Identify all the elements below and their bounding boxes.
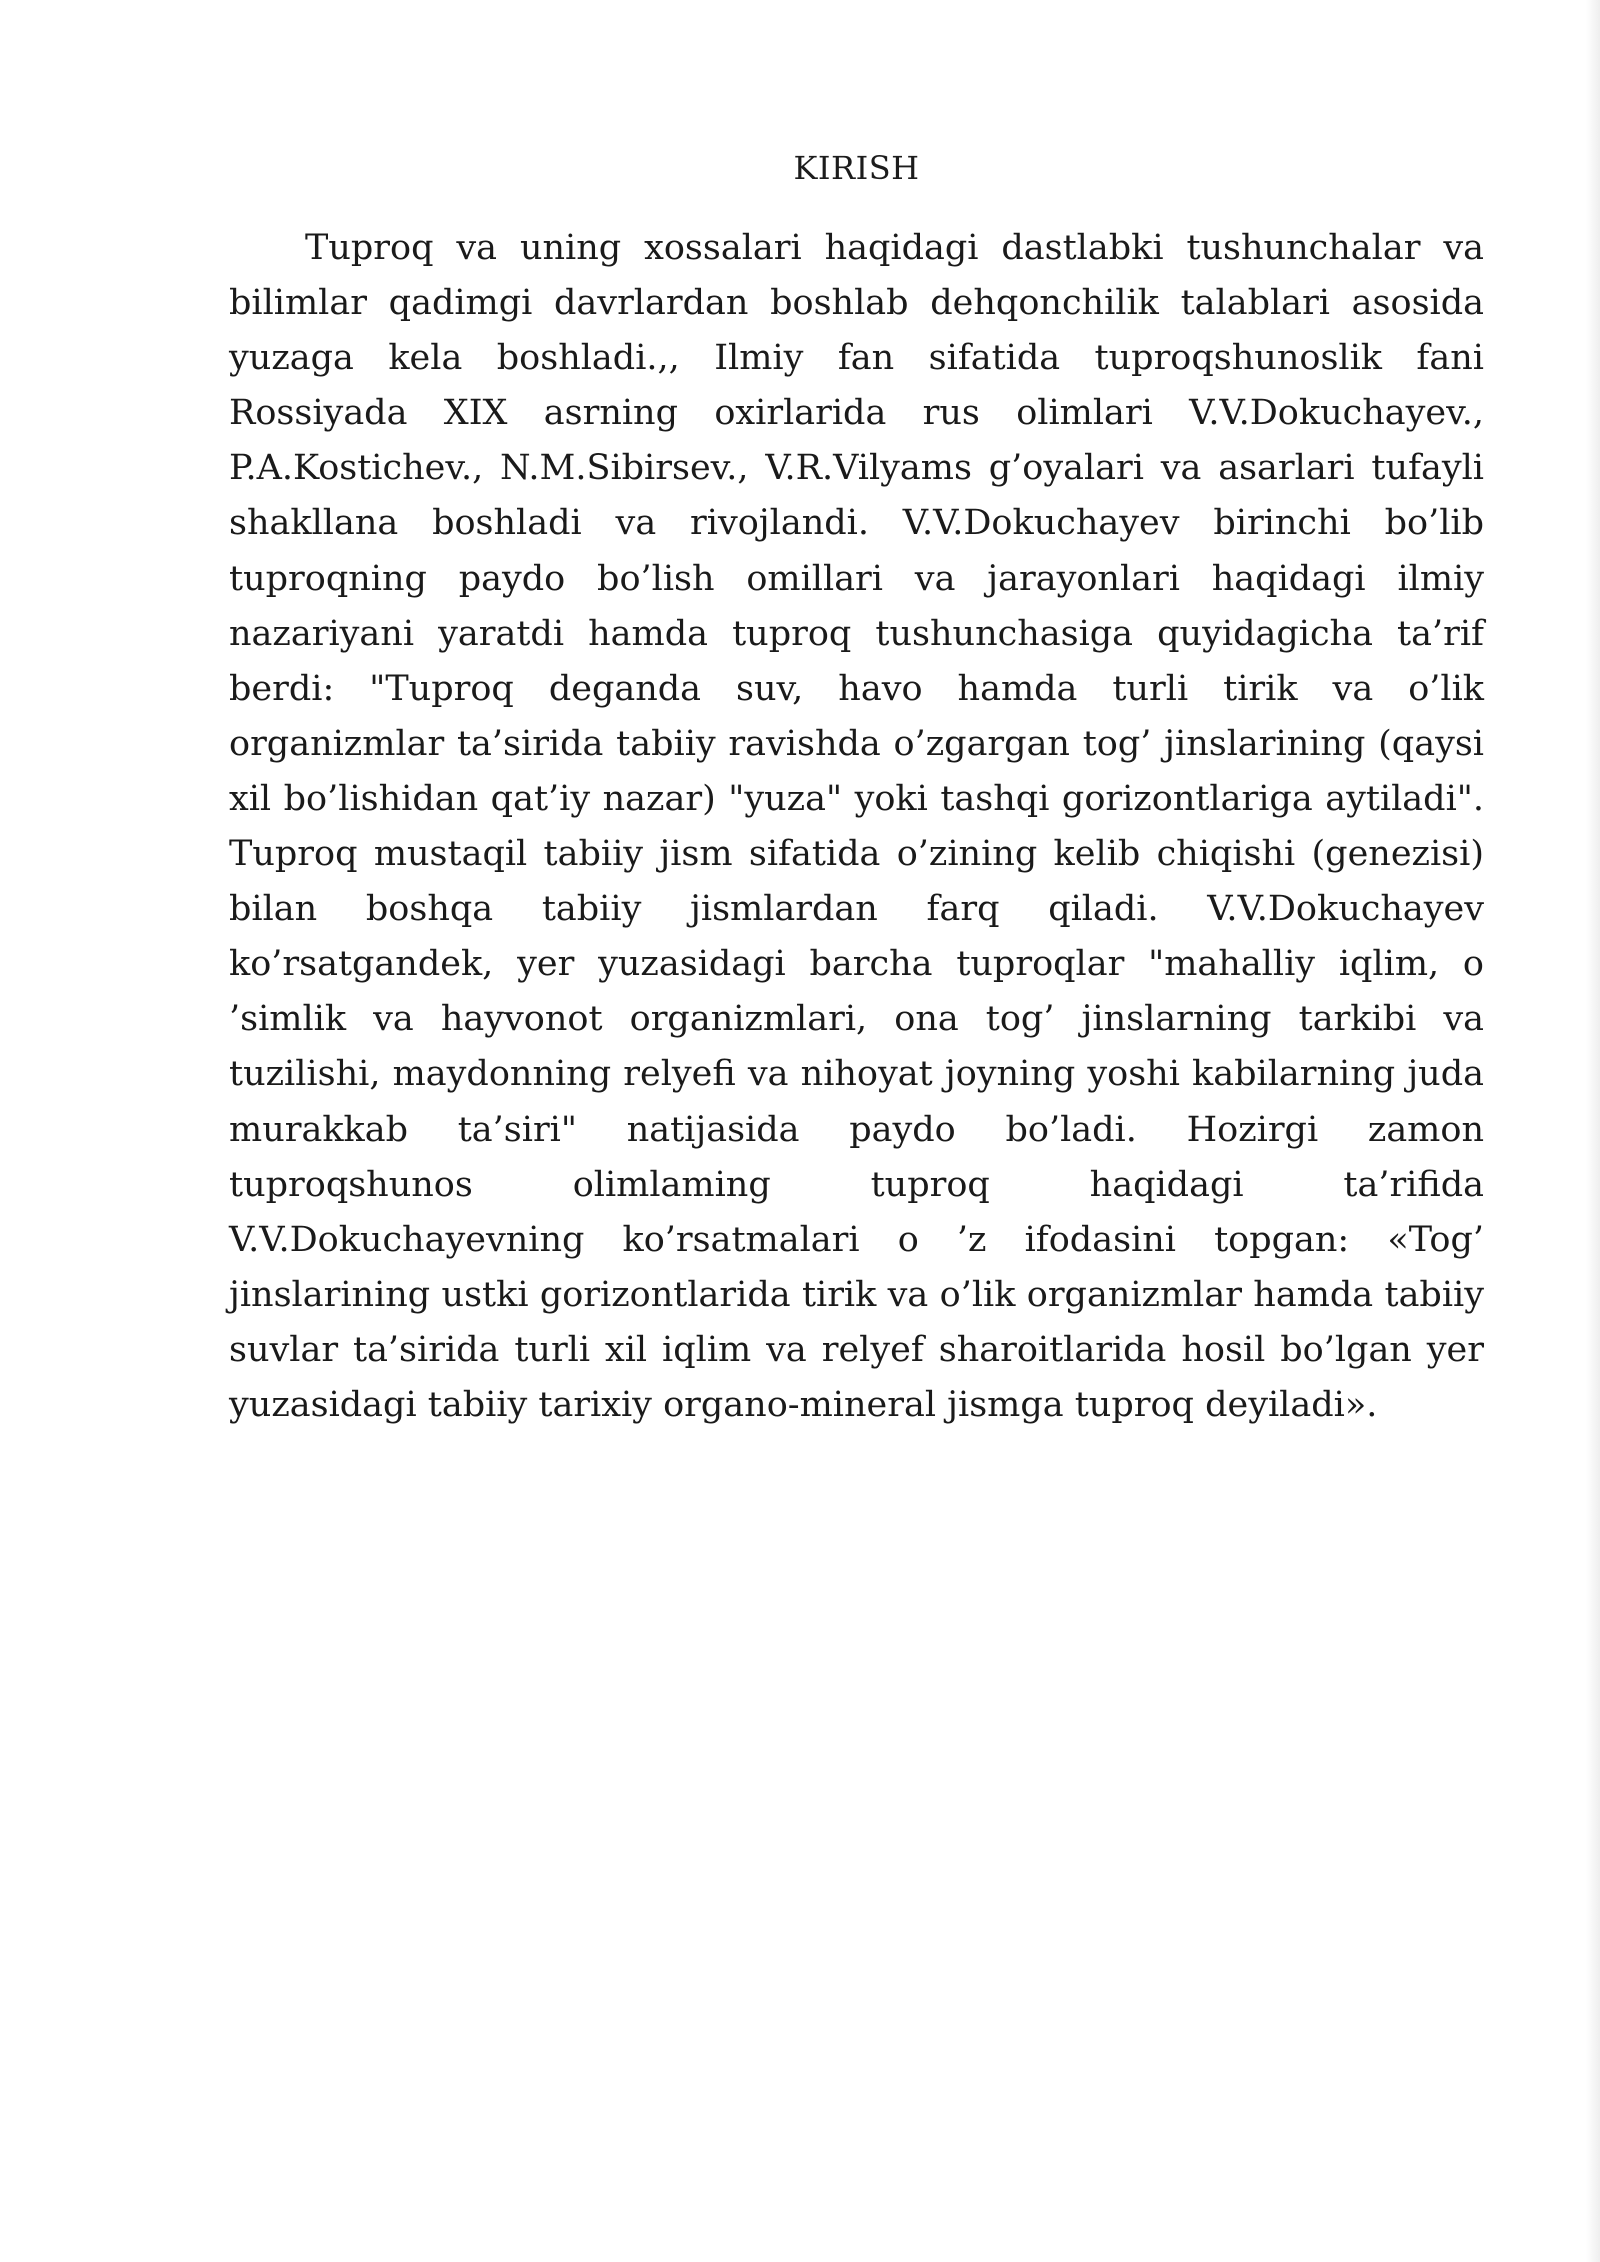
page-title: KIRISH [793,149,920,187]
body-paragraph: Tuproq va uning xossalari haqidagi dastlabki tushunchalar va bilimlar qadimgi davrlardan boshlab dehqonchilik talablari asosida yuzaga kela boshladi.,, Ilmiy fan sifatida tuproqshunoslik fani Rossiyada XIX asrning oxirlarida rus olimlari V.V.Dokuchayev., P.A.Kostichev., N.M.Sibirsev., V.R.Vilyams g’oyalari va asarlari tufayli shakllana boshladi va rivojlandi. V.V.Dokuchayev birinchi bo’lib tuproqning paydo bo’lish omillari va jarayonlari haqidagi ilmiy nazariyani yaratdi hamda tuproq tushunchasiga quyidagicha ta’rif berdi: "Tuproq deganda suv, havo hamda turli tirik va o’lik organizmlar ta’sirida tabiiy ravishda o’zgargan tog’ jinslarining (qaysi xil bo’lishidan qat’iy nazar) "yuza" yoki tashqi gorizontlariga aytiladi". Tuproq mustaqil tabiiy jism sifatida o’zining kelib chiqishi (genezisi) bilan boshqa tabiiy jismlardan farq qiladi. V.V.Dokuchayev ko’rsatgandek, yer yuzasidagi barcha tuproqlar "mahalliy iqlim, o ’simlik va hayvonot organizmlari, ona tog’ jinslarning tarkibi va tuzilishi, maydonning relyefi va nihoyat joyning yoshi kabilarning juda murakkab ta’siri" natijasida paydo bo’ladi. Hozirgi zamon tuproqshunos olimlaming tuproq haqidagi ta’rifida V.V.Dokuchayevning ko’rsatmalari o ’z ifodasini topgan: «Tog’ jinslarining ustki gorizontlarida tirik va o’lik organizmlar hamda tabiiy suvlar ta’sirida turli xil iqlim va relyef sharoitlarida hosil bo’lgan yer yuzasidagi tabiiy tarixiy organo-mineral jismga tuproq deyiladi». [229,228,1484,1425]
page-edge-shadow [1586,0,1600,2262]
